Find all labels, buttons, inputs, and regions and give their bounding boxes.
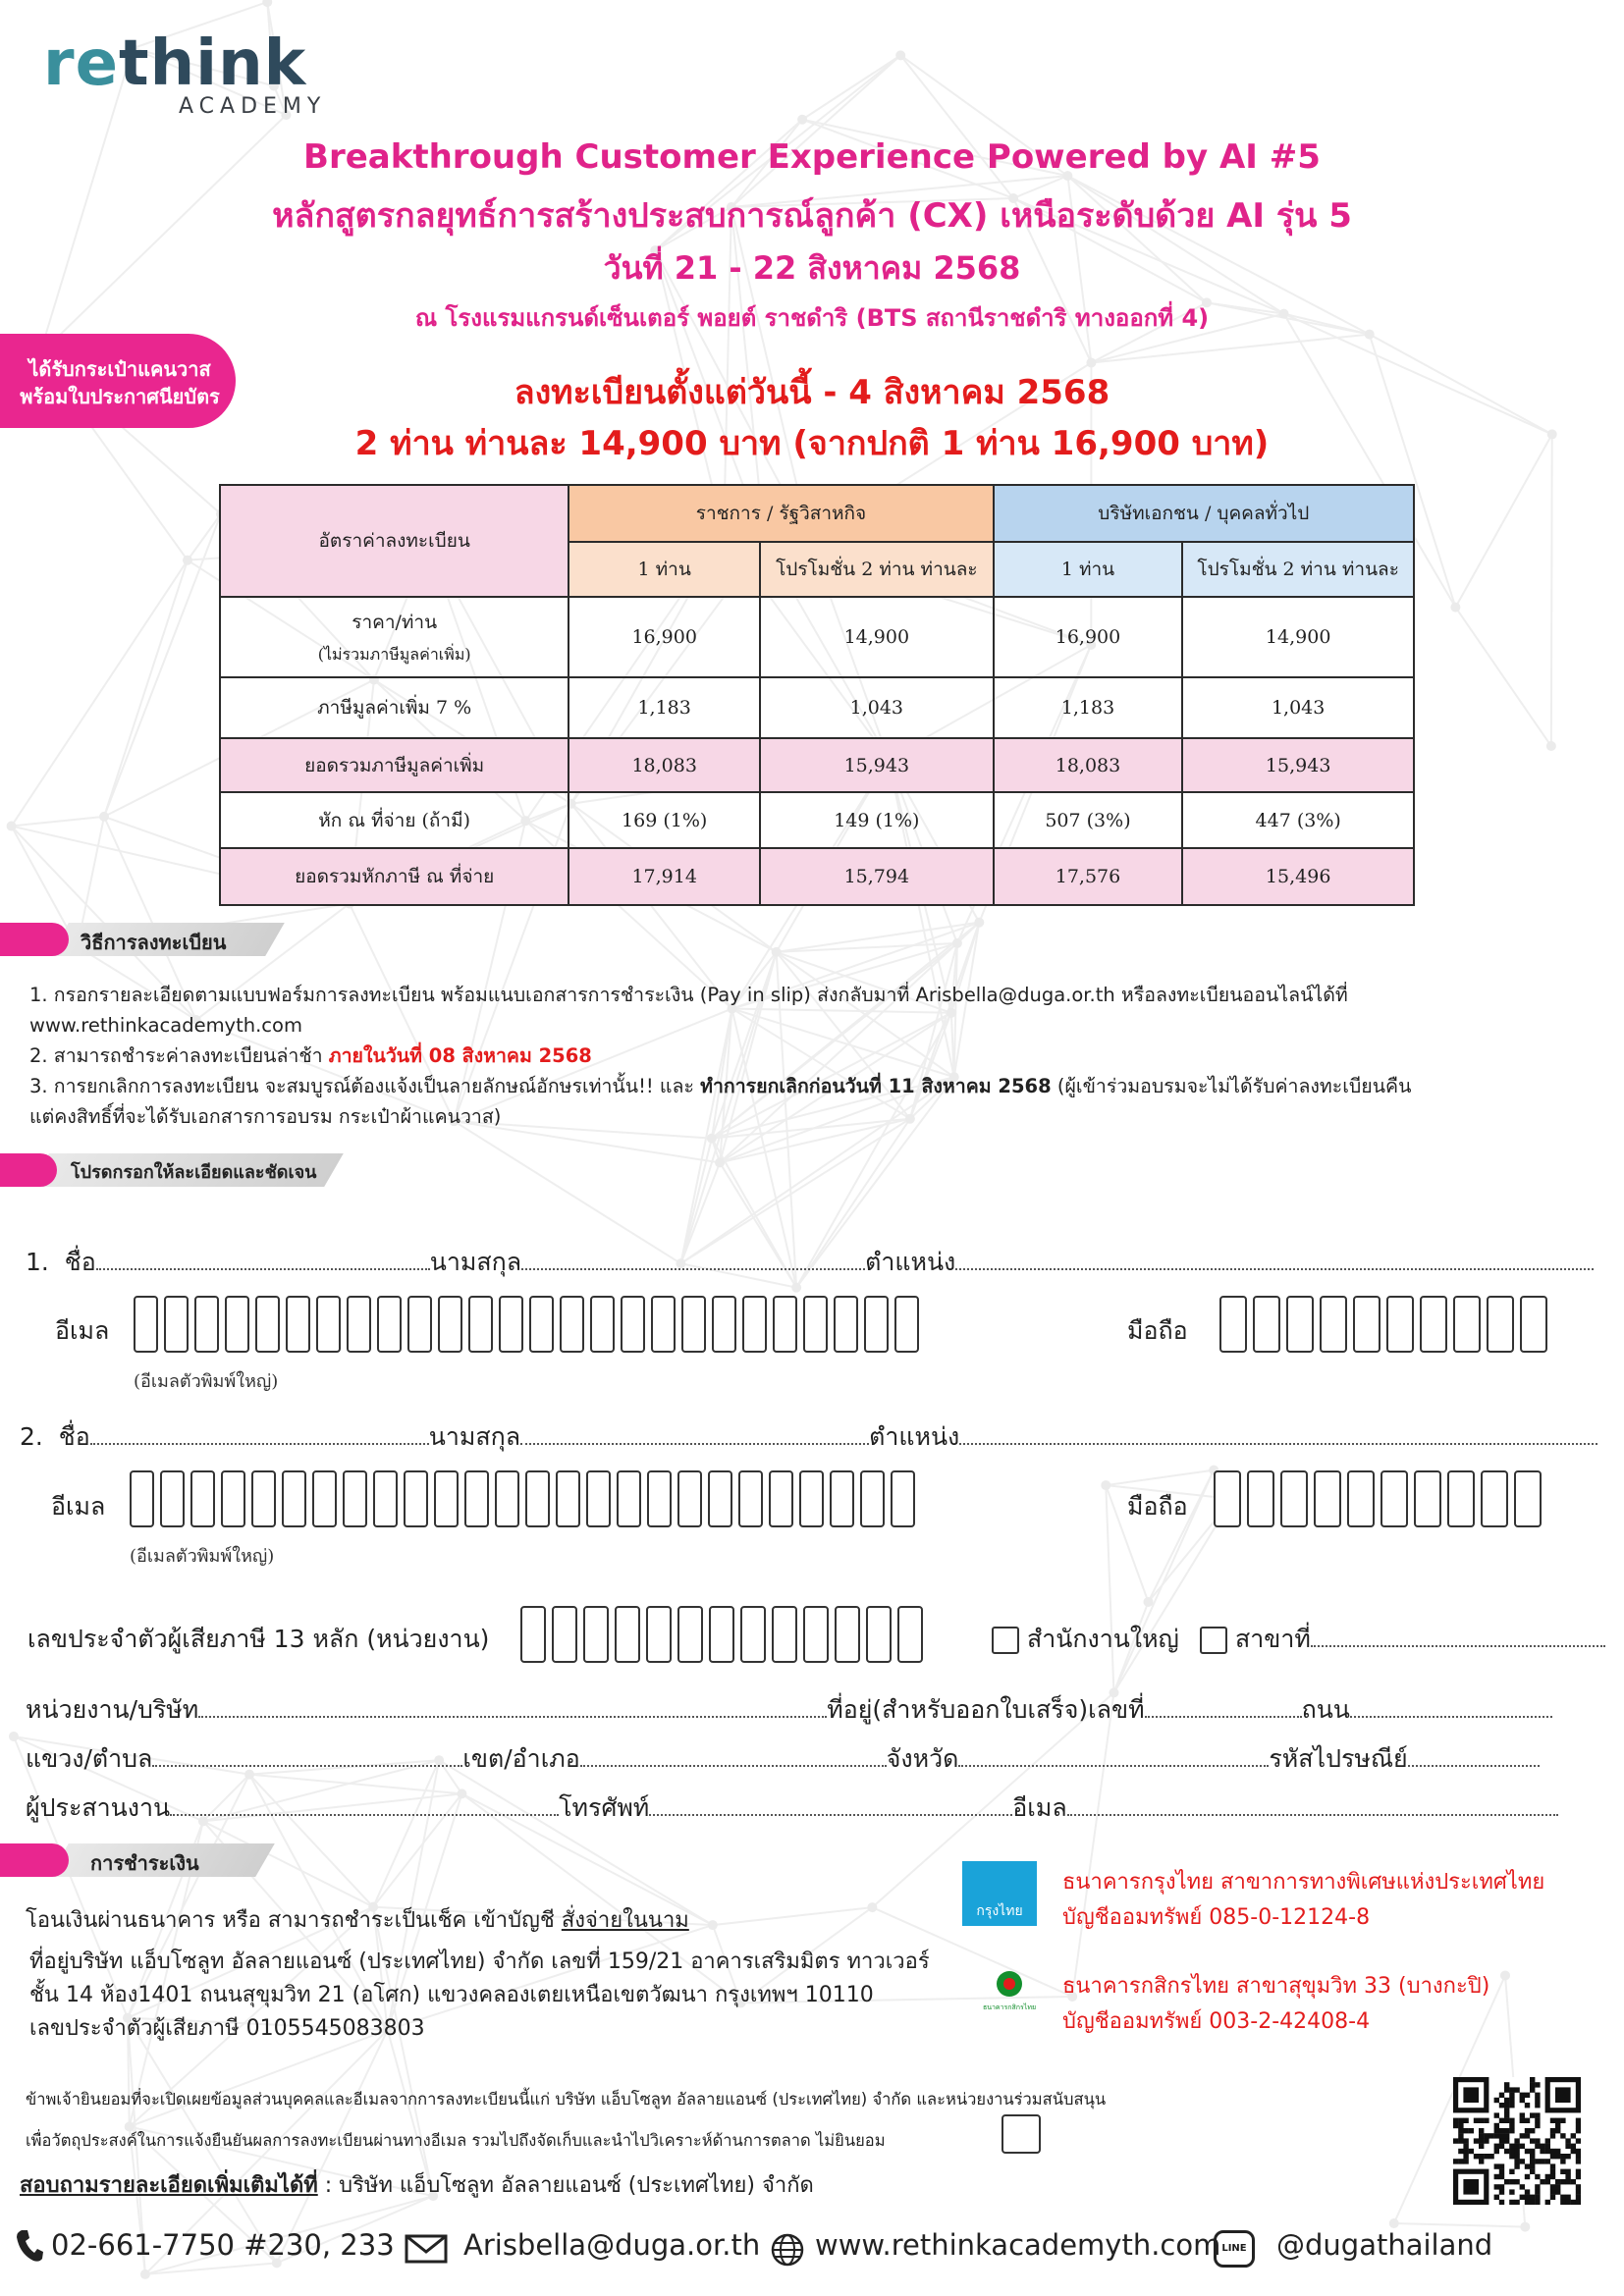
cell: 1,043 <box>760 677 994 738</box>
position-field-1[interactable] <box>955 1253 1594 1270</box>
row-label: ราคา/ท่าน (ไม่รวมภาษีมูลค่าเพิ่ม) <box>220 597 568 677</box>
char-box[interactable] <box>347 1296 371 1353</box>
char-box[interactable] <box>1353 1296 1380 1353</box>
char-box[interactable] <box>468 1296 493 1353</box>
char-box[interactable] <box>221 1470 245 1527</box>
char-box[interactable] <box>377 1296 402 1353</box>
char-box[interactable] <box>225 1296 249 1353</box>
email-hint-2: (อีเมลตัวพิมพ์ใหญ่) <box>130 1546 275 1567</box>
char-box[interactable] <box>712 1296 736 1353</box>
char-box[interactable] <box>255 1296 280 1353</box>
char-box[interactable] <box>621 1296 645 1353</box>
char-box[interactable] <box>651 1296 676 1353</box>
char-box[interactable] <box>438 1296 462 1353</box>
consent-text <box>26 2079 1106 2162</box>
email-label-1: อีเมล <box>55 1316 110 1345</box>
char-box[interactable] <box>1320 1296 1347 1353</box>
tax-id-boxes[interactable] <box>520 1606 929 1663</box>
email-label-2: อีเมล <box>51 1492 106 1521</box>
instruction-3: 3. การยกเลิกการลงทะเบียน จะสมบูรณ์ต้องแจ้งเป็นลายลักษณ์อักษรเท่านั้น!! และ ทำการยกเลิกก่อนวันที่ 11 สิงหาคม 2568 (ผู้เข้าร่วมอบรมจะไม่ได้รับค่าลงทะเบียนคืน <box>29 1075 1412 1097</box>
table-corner-header: อัตราค่าลงทะเบียน <box>220 485 568 597</box>
bank1-account: บัญชีออมทรัพย์ 085-0-12124-8 <box>1062 1905 1371 1930</box>
payment-transfer: โอนเงินผ่านธนาคาร หรือ สามารถชำระเป็นเช็ค เข้าบัญชี สั่งจ่ายในนาม <box>26 1908 689 1933</box>
line-icon: LINE <box>1214 2230 1255 2268</box>
char-box[interactable] <box>1447 1470 1475 1527</box>
char-box[interactable] <box>1520 1296 1547 1353</box>
char-box[interactable] <box>1286 1296 1314 1353</box>
char-box[interactable] <box>834 1296 858 1353</box>
email-hint-1: (อีเมลตัวพิมพ์ใหญ่) <box>134 1371 279 1392</box>
char-box[interactable] <box>709 1606 734 1663</box>
table-row <box>220 848 1414 905</box>
academy-wordmark: ACADEMY <box>179 94 327 119</box>
char-box[interactable] <box>1420 1296 1447 1353</box>
char-box[interactable] <box>803 1296 828 1353</box>
subdistrict-field[interactable] <box>152 1749 462 1767</box>
bank-kasikorn <box>1062 1969 1489 2040</box>
char-box[interactable] <box>583 1606 609 1663</box>
table-row <box>220 792 1414 848</box>
char-box[interactable] <box>286 1296 310 1353</box>
char-box[interactable] <box>464 1470 489 1527</box>
char-box[interactable] <box>499 1296 523 1353</box>
bank-krungthai <box>1062 1865 1544 1936</box>
mobile-label-2: มือถือ <box>1127 1492 1188 1521</box>
cell: 447 (3%) <box>1182 792 1414 848</box>
char-box[interactable] <box>160 1470 185 1527</box>
table-row <box>220 677 1414 738</box>
cell: 1,043 <box>1182 677 1414 738</box>
char-box[interactable] <box>316 1296 341 1353</box>
char-box[interactable] <box>251 1470 276 1527</box>
cell: 17,914 <box>568 848 760 905</box>
cell: 14,900 <box>760 597 994 677</box>
phone-icon <box>16 2228 43 2264</box>
row-label: ยอดรวมหักภาษี ณ ที่จ่าย <box>220 848 568 905</box>
subheader-pvt-1: 1 ท่าน <box>994 542 1183 597</box>
phone-field[interactable] <box>649 1798 1012 1816</box>
surname-field-2[interactable] <box>520 1427 869 1445</box>
subheader-pvt-promo: โปรโมชั่น 2 ท่าน ท่านละ <box>1182 542 1414 597</box>
char-box[interactable] <box>1453 1296 1481 1353</box>
position-field-2[interactable] <box>959 1427 1597 1445</box>
char-box[interactable] <box>556 1470 580 1527</box>
char-box[interactable] <box>194 1296 219 1353</box>
cell: 17,576 <box>994 848 1183 905</box>
instruction-3-cont: แต่คงสิทธิ์ที่จะได้รับเอกสารการอบรม กระเป๋าผ้าแคนวาส) <box>29 1105 502 1128</box>
contact-label: สอบถามรายละเอียดเพิ่มเติมได้ที่ <box>20 2173 318 2198</box>
course-venue: ณ โรงแรมแกรนด์เซ็นเตอร์ พอยต์ ราชดำริ (BTS สถานีราชดำริ ทางออกที่ 4) <box>414 304 1210 332</box>
consent-decline-checkbox[interactable] <box>1001 2114 1041 2154</box>
char-box[interactable] <box>343 1470 367 1527</box>
email-boxes-2[interactable] <box>130 1470 921 1527</box>
char-box[interactable] <box>520 1606 546 1663</box>
header-gov: ราชการ / รัฐวิสาหกิจ <box>568 485 993 542</box>
org-field[interactable] <box>198 1700 827 1718</box>
char-box[interactable] <box>134 1296 158 1353</box>
consent-line-2: เพื่อวัตถุประสงค์ในการแจ้งยืนยันผลการลงทะเบียนผ่านทางอีเมล รวมไปถึงจัดเก็บและนำไปวิเคราะห์ด้านการตลาด ไม่ยินยอม <box>26 2131 886 2150</box>
mail-icon <box>405 2234 448 2264</box>
coordinator-field[interactable] <box>170 1798 559 1816</box>
registration-deadline: ลงทะเบียนตั้งแต่วันนี้ - 4 สิงหาคม 2568 <box>514 373 1110 412</box>
char-box[interactable] <box>590 1296 615 1353</box>
footer-phone[interactable]: 02-661-7750 #230, 233 <box>51 2228 395 2262</box>
instruction-1: 1. กรอกรายละเอียดตามแบบฟอร์มการลงทะเบียน พร้อมแนบเอกสารการชำระเงิน (Pay in slip) ส่งกลับมาที่ Arisbella@duga.or.th หรือลงทะเบียนออนไลน์ได้ที่ <box>29 984 1348 1006</box>
char-box[interactable] <box>560 1296 584 1353</box>
course-title-en: Breakthrough Customer Experience Powered by AI #5 <box>303 137 1321 177</box>
char-box[interactable] <box>864 1296 889 1353</box>
price-table <box>219 484 1415 906</box>
org-address-row: หน่วยงาน/บริษัท ที่อยู่(สำหรับออกใบเสร็จ)เลขที่ ถนน <box>26 1690 1552 1730</box>
instruction-2: 2. สามารถชำระค่าลงทะเบียนล่าช้า ภายในวันที่ 08 สิงหาคม 2568 <box>29 1044 592 1067</box>
char-box[interactable] <box>677 1470 702 1527</box>
qr-code-icon[interactable] <box>1453 2077 1581 2205</box>
tax-id-label: เลขประจำตัวผู้เสียภาษี 13 หลัก (หน่วยงาน) <box>27 1625 490 1653</box>
subheader-gov-promo: โปรโมชั่น 2 ท่าน ท่านละ <box>760 542 994 597</box>
mobile-boxes-2[interactable] <box>1214 1470 1547 1527</box>
section-header-howto: วิธีการลงทะเบียน <box>0 923 285 956</box>
section-header-form: โปรดกรอกให้ละเอียดและชัดเจน <box>0 1153 344 1187</box>
char-box[interactable] <box>646 1606 672 1663</box>
char-box[interactable] <box>525 1470 550 1527</box>
table-row <box>220 597 1414 677</box>
badge-line-2: พร้อมใบประกาศนียบัตร <box>20 385 220 408</box>
char-box[interactable] <box>1280 1470 1308 1527</box>
badge-line-1: ได้รับกระเป๋าแคนวาส <box>28 357 211 381</box>
row-label: ยอดรวมภาษีมูลค่าเพิ่ม <box>220 738 568 792</box>
payment-details <box>26 1904 930 2046</box>
char-box[interactable] <box>1487 1296 1514 1353</box>
char-box[interactable] <box>404 1470 428 1527</box>
char-box[interactable] <box>891 1470 915 1527</box>
row-label: หัก ณ ที่จ่าย (ถ้ามี) <box>220 792 568 848</box>
branch-checkbox[interactable] <box>1200 1627 1227 1654</box>
cell: 16,900 <box>568 597 760 677</box>
province-field[interactable] <box>958 1749 1269 1767</box>
head-office-checkbox[interactable] <box>992 1627 1019 1654</box>
char-box[interactable] <box>1414 1470 1441 1527</box>
mobile-boxes-1[interactable] <box>1219 1296 1553 1353</box>
char-box[interactable] <box>190 1470 215 1527</box>
char-box[interactable] <box>769 1470 793 1527</box>
subheader-gov-1: 1 ท่าน <box>568 542 760 597</box>
surname-field-1[interactable] <box>521 1253 865 1270</box>
char-box[interactable] <box>586 1470 611 1527</box>
char-box[interactable] <box>1247 1470 1274 1527</box>
district-row: แขวง/ตำบล เขต/อำเภอ จังหวัด รหัสไปรษณีย์ <box>26 1739 1540 1779</box>
kasikorn-logo: ธนาคารกสิกรไทย <box>972 1969 1047 2020</box>
cell: 507 (3%) <box>994 792 1183 848</box>
char-box[interactable] <box>835 1606 860 1663</box>
consent-line-1: ข้าพเจ้ายินยอมที่จะเปิดเผยข้อมูลส่วนบุคคลและอีเมลจากการลงทะเบียนนี้แก่ บริษัท แอ็บโซลูท อัลลายแอนซ์ (ประเทศไทย) จำกัด และหน่วยงานร่วมสนับสนุน <box>26 2090 1107 2109</box>
char-box[interactable] <box>1347 1470 1375 1527</box>
char-box[interactable] <box>1380 1470 1408 1527</box>
char-box[interactable] <box>1314 1470 1341 1527</box>
char-box[interactable] <box>772 1606 797 1663</box>
bank2-account: บัญชีออมทรัพย์ 003-2-42408-4 <box>1062 2009 1371 2034</box>
char-box[interactable] <box>407 1296 432 1353</box>
char-box[interactable] <box>830 1470 854 1527</box>
globe-icon <box>770 2232 805 2268</box>
bank2-name: ธนาคารกสิกรไทย สาขาสุขุมวิท 33 (บางกะปิ) <box>1062 1974 1490 1999</box>
char-box[interactable] <box>740 1606 766 1663</box>
cell: 1,183 <box>994 677 1183 738</box>
char-box[interactable] <box>799 1470 824 1527</box>
char-box[interactable] <box>529 1296 554 1353</box>
char-box[interactable] <box>1219 1296 1247 1353</box>
char-box[interactable] <box>677 1606 703 1663</box>
char-box[interactable] <box>164 1296 189 1353</box>
branch-option[interactable]: สาขาที่ <box>1200 1620 1605 1659</box>
head-office-option[interactable]: สำนักงานใหญ่ <box>992 1620 1179 1659</box>
registration-instructions <box>29 980 1600 1132</box>
bank1-name: ธนาคารกรุงไทย สาขาการทางพิเศษแห่งประเทศไทย <box>1062 1870 1545 1895</box>
contact-company: : บริษัท แอ็บโซลูท อัลลายแอนซ์ (ประเทศไทย) จำกัด <box>324 2173 814 2198</box>
char-box[interactable] <box>681 1296 706 1353</box>
char-box[interactable] <box>1253 1296 1280 1353</box>
branch-field[interactable] <box>1311 1629 1605 1647</box>
header-private: บริษัทเอกชน / บุคคลทั่วไป <box>994 485 1414 542</box>
char-box[interactable] <box>615 1606 640 1663</box>
char-box[interactable] <box>1214 1470 1241 1527</box>
coordinator-email-field[interactable] <box>1067 1798 1558 1816</box>
char-box[interactable] <box>1481 1470 1508 1527</box>
section-header-payment: การชำระเงิน <box>0 1843 275 1877</box>
char-box[interactable] <box>803 1606 829 1663</box>
footer-email[interactable]: Arisbella@duga.or.th <box>463 2228 761 2262</box>
footer-line-id[interactable]: @dugathailand <box>1276 2228 1493 2262</box>
row-label: ภาษีมูลค่าเพิ่ม 7 % <box>220 677 568 738</box>
char-box[interactable] <box>312 1470 337 1527</box>
char-box[interactable] <box>1514 1470 1542 1527</box>
name-field-2[interactable] <box>90 1427 429 1445</box>
payee-address-2: ชั้น 14 ห้อง1401 ถนนสุขุมวิท 21 (อโศก) แขวงคลองเตยเหนือเขตวัฒนา กรุงเทพฯ 10110 <box>29 1983 874 2007</box>
cell: 16,900 <box>994 597 1183 677</box>
krungthai-logo: กรุงไทย <box>962 1861 1037 1926</box>
course-date: วันที่ 21 - 22 สิงหาคม 2568 <box>603 249 1021 287</box>
char-box[interactable] <box>647 1470 672 1527</box>
cell: 15,794 <box>760 848 994 905</box>
char-box[interactable] <box>373 1470 398 1527</box>
char-box[interactable] <box>708 1470 732 1527</box>
cell: 169 (1%) <box>568 792 760 848</box>
payee-address-1: ที่อยู่บริษัท แอ็บโซลูท อัลลายแอนซ์ (ประเทศไทย) จำกัด เลขที่ 159/21 อาคารเสริมมิตร ทาวเวอร์ <box>29 1949 930 1974</box>
footer-website[interactable]: www.rethinkacademyth.com <box>815 2228 1221 2262</box>
char-box[interactable] <box>495 1470 519 1527</box>
promo-price: 2 ท่าน ท่านละ 14,900 บาท (จากปกติ 1 ท่าน 16,900 บาท) <box>354 424 1270 463</box>
participant-2-name-row: 2. ชื่อ นามสกุล ตำแหน่ง <box>20 1417 1597 1457</box>
coordinator-row: ผู้ประสานงาน โทรศัพท์ อีเมล <box>26 1789 1558 1828</box>
rethink-logo: rethink <box>43 27 307 100</box>
char-box[interactable] <box>773 1296 797 1353</box>
char-box[interactable] <box>738 1470 763 1527</box>
course-title-th: หลักสูตรกลยุทธ์การสร้างประสบการณ์ลูกค้า (CX) เหนือระดับด้วย AI รุ่น 5 <box>272 196 1352 236</box>
name-field-1[interactable] <box>96 1253 430 1270</box>
cell: 15,943 <box>1182 738 1414 792</box>
cell: 18,083 <box>994 738 1183 792</box>
cell: 14,900 <box>1182 597 1414 677</box>
char-box[interactable] <box>1386 1296 1414 1353</box>
payee-tax-id: เลขประจำตัวผู้เสียภาษี 0105545083803 <box>29 2016 425 2041</box>
email-boxes-1[interactable] <box>134 1296 925 1353</box>
road-field[interactable] <box>1350 1700 1552 1718</box>
table-row <box>220 738 1414 792</box>
char-box[interactable] <box>282 1470 306 1527</box>
char-box[interactable] <box>434 1470 459 1527</box>
contact-info <box>20 2167 814 2202</box>
cell: 1,183 <box>568 677 760 738</box>
char-box[interactable] <box>742 1296 767 1353</box>
cell: 149 (1%) <box>760 792 994 848</box>
mobile-label-1: มือถือ <box>1127 1316 1188 1345</box>
address-no-field[interactable] <box>1145 1700 1302 1718</box>
char-box[interactable] <box>130 1470 154 1527</box>
cell: 15,943 <box>760 738 994 792</box>
char-box[interactable] <box>897 1606 923 1663</box>
participant-1-name-row: 1. ชื่อ นามสกุล ตำแหน่ง <box>26 1243 1594 1282</box>
instruction-1-url: www.rethinkacademyth.com <box>29 1014 302 1037</box>
char-box[interactable] <box>894 1296 919 1353</box>
postcode-field[interactable] <box>1408 1749 1540 1767</box>
char-box[interactable] <box>617 1470 641 1527</box>
char-box[interactable] <box>860 1470 885 1527</box>
district-field[interactable] <box>580 1749 887 1767</box>
cell: 18,083 <box>568 738 760 792</box>
char-box[interactable] <box>552 1606 577 1663</box>
char-box[interactable] <box>866 1606 892 1663</box>
cell: 15,496 <box>1182 848 1414 905</box>
